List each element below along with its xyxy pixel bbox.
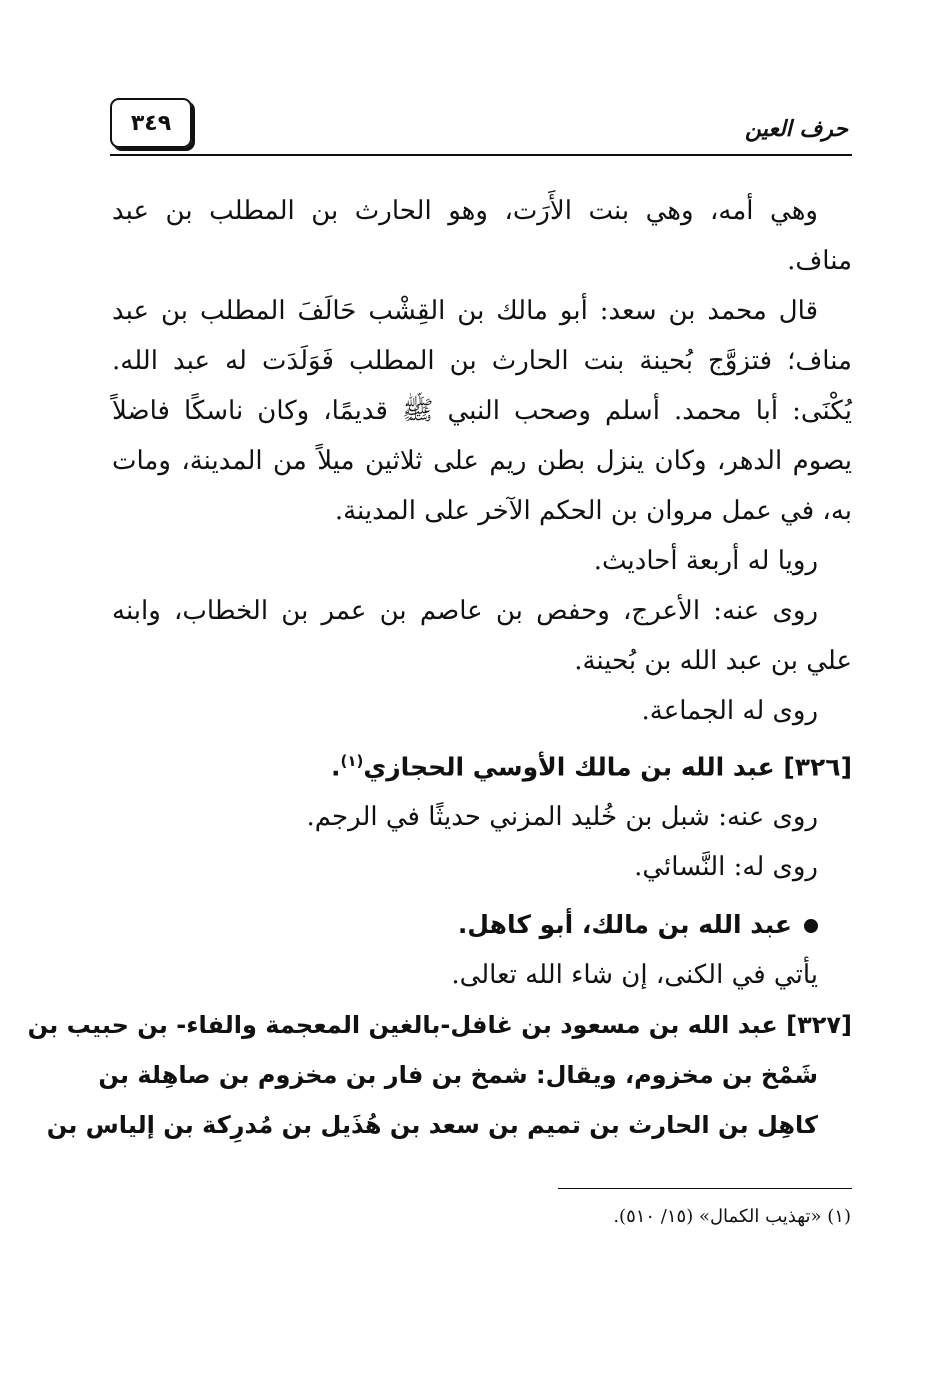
entry-326-narrators: روى عنه: شبل بن خُليد المزني حديثًا في الرجم. — [306, 802, 818, 833]
footnote: (١) «تهذيب الكمال» (١٥/ ٥١٠). — [613, 1206, 851, 1227]
paragraph-line: روى له الجماعة. — [641, 696, 818, 726]
footnote-rule — [558, 1188, 852, 1189]
page-header — [110, 98, 852, 156]
bullet-entry — [112, 900, 852, 950]
bullet-text: يأتي في الكنى، إن شاء الله تعالى. — [451, 960, 818, 991]
heading-period: . — [331, 752, 341, 782]
running-head: حرف العين — [744, 116, 848, 142]
body-text — [27, 186, 852, 1150]
paragraph-line: يُكْنَى: أبا محمد. أسلم وصحب النبي ﷺ قديمًا، وكان ناسكًا فاضلاً — [112, 396, 852, 426]
entry-326-narrated: روى له: النَّسائي. — [634, 852, 818, 883]
entry-327-line: كاهِل بن الحارث بن تميم بن سعد بن هُذَيل بن مُدرِكة بن إلياس بن — [46, 1111, 818, 1140]
entry-326-heading — [112, 736, 852, 792]
page-number: ٣٤٩ — [110, 98, 192, 148]
entry-326-title: [٣٢٦] عبد الله بن مالك الأوسي الحجازي — [363, 752, 852, 782]
header-rule — [110, 154, 852, 156]
paragraph-line: رويا له أربعة أحاديث. — [593, 546, 818, 576]
paragraph-line: روى عنه: الأعرج، وحفص بن عاصم بن عمر بن الخطاب، وابنه — [112, 596, 818, 626]
paragraph-line: مناف؛ فتزوَّج بُحينة بنت الحارث بن المطلب فَوَلَدَت له عبد الله. — [112, 346, 852, 376]
bullet-heading: عبد الله بن مالك، أبو كاهل. — [457, 910, 792, 940]
paragraph-line: به، في عمل مروان بن الحكم الآخر على المدينة. — [334, 496, 852, 526]
bullet-icon — [804, 919, 818, 933]
paragraph-line: مناف. — [787, 246, 852, 276]
footnote-marker: (١) — [340, 752, 364, 770]
entry-327-line: شَمْخ بن مخزوم، ويقال: شمخ بن فار بن مخزوم بن صاهِلة بن — [98, 1061, 818, 1090]
paragraph-line: علي بن عبد الله بن بُحينة. — [574, 646, 852, 676]
paragraph-line: يصوم الدهر، وكان ينزل بطن ريم على ثلاثين ميلاً من المدينة، ومات — [112, 446, 852, 476]
entry-327-line: [٣٢٧] عبد الله بن مسعود بن غافل-بالغين المعجمة والفاء- بن حبيب بن — [27, 1011, 852, 1040]
paragraph-line: وهي أمه، وهي بنت الأَرَت، وهو الحارث بن المطلب بن عبد — [112, 196, 818, 226]
paragraph-line: قال محمد بن سعد: أبو مالك بن القِشْب حَالَفَ المطلب بن عبد — [112, 296, 818, 326]
